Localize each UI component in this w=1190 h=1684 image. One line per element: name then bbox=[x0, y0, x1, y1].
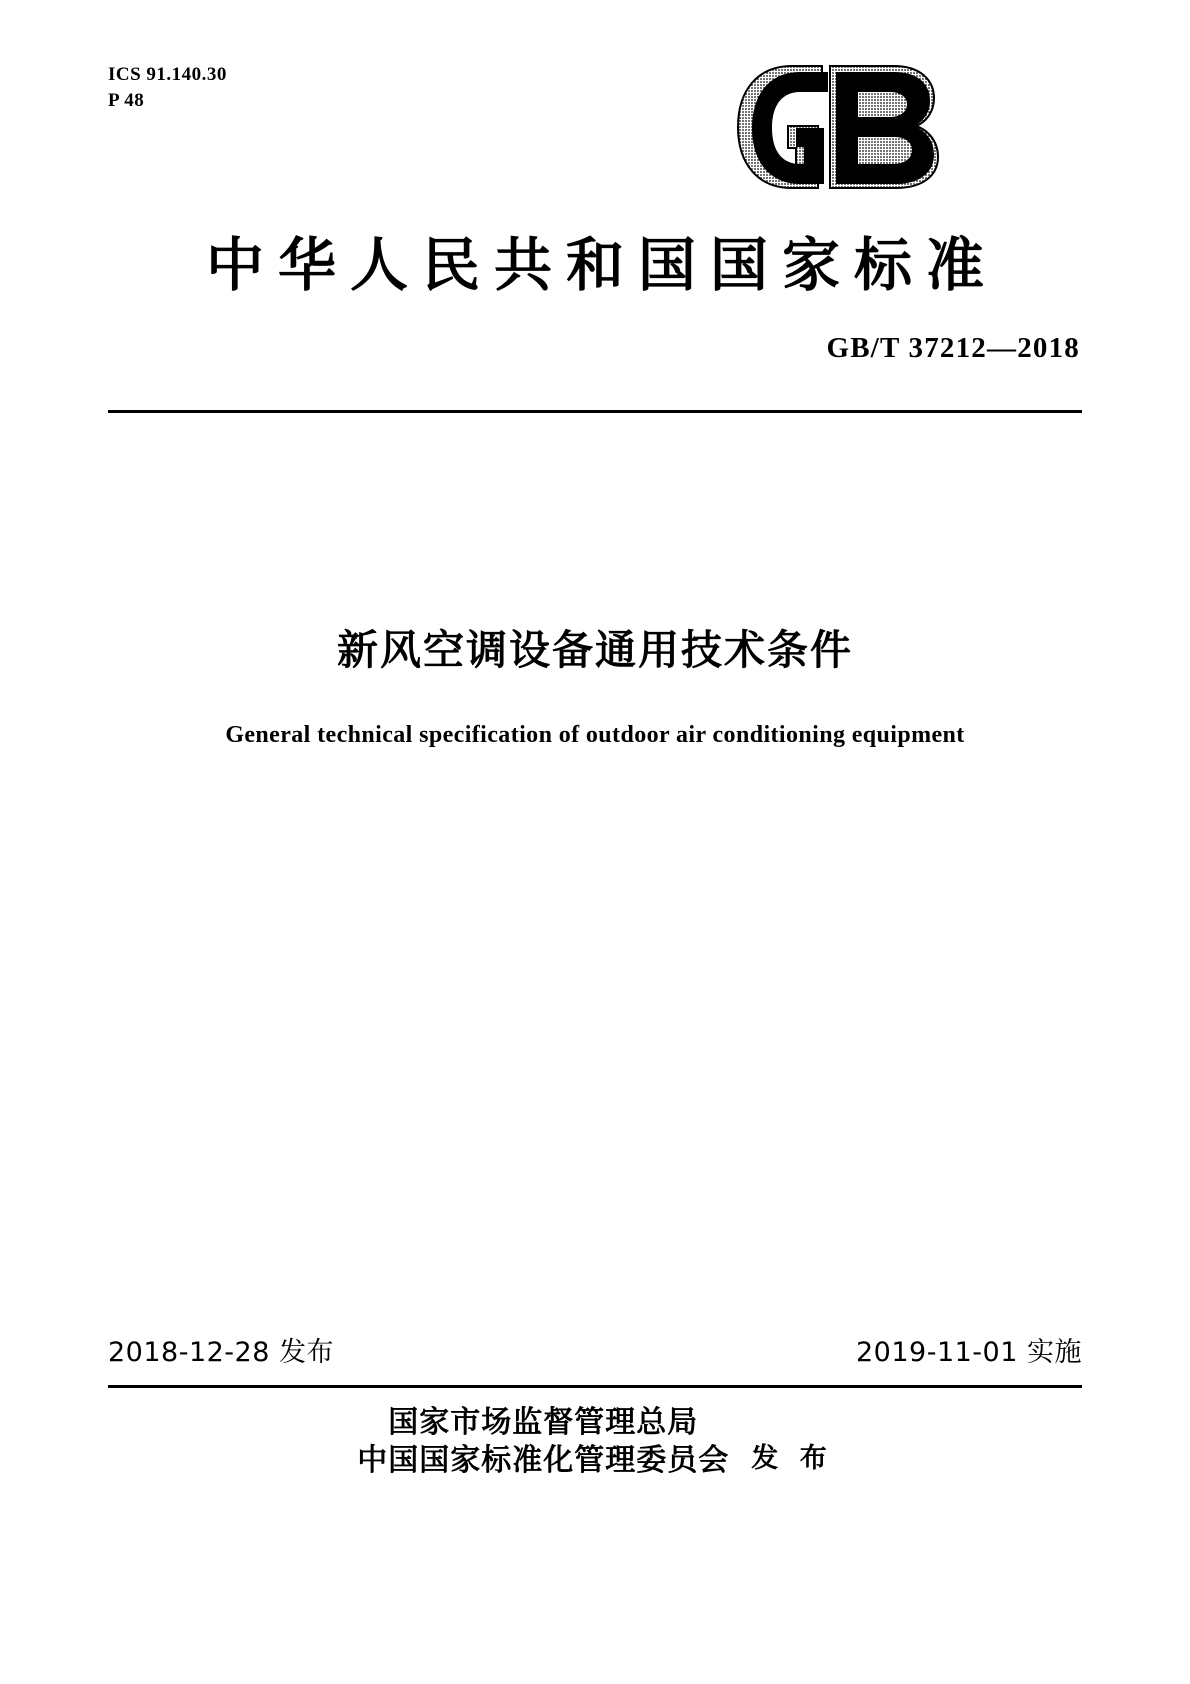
gb-logo-icon bbox=[730, 60, 955, 195]
issuer-name-secondary: 中国国家标准化管理委员会 bbox=[357, 1443, 730, 1479]
header-divider bbox=[108, 410, 1082, 413]
issuer-verb: 发 布 bbox=[751, 1442, 833, 1474]
issuer-name-primary: 国家市场监督管理总局 bbox=[388, 1405, 699, 1440]
date-row bbox=[108, 1330, 1082, 1370]
effective-date: 2019-11-01 实施 bbox=[856, 1337, 1082, 1368]
document-title-english: General technical specification of outdoor air conditioning equipment bbox=[225, 722, 965, 748]
standard-number: GB/T 37212—2018 bbox=[826, 332, 1080, 364]
document-title-chinese: 新风空调设备通用技术条件 bbox=[337, 626, 853, 674]
ics-code: ICS 91.140.30 bbox=[108, 64, 227, 85]
footer-divider bbox=[108, 1385, 1082, 1388]
issue-date: 2018-12-28 发布 bbox=[108, 1337, 334, 1368]
ics-classification-block bbox=[108, 62, 227, 113]
issuer-names bbox=[357, 1404, 729, 1481]
classification-code: P 48 bbox=[108, 89, 145, 111]
issuer-block bbox=[0, 1404, 1190, 1481]
page-title: 中华人民共和国国家标准 bbox=[205, 231, 998, 299]
